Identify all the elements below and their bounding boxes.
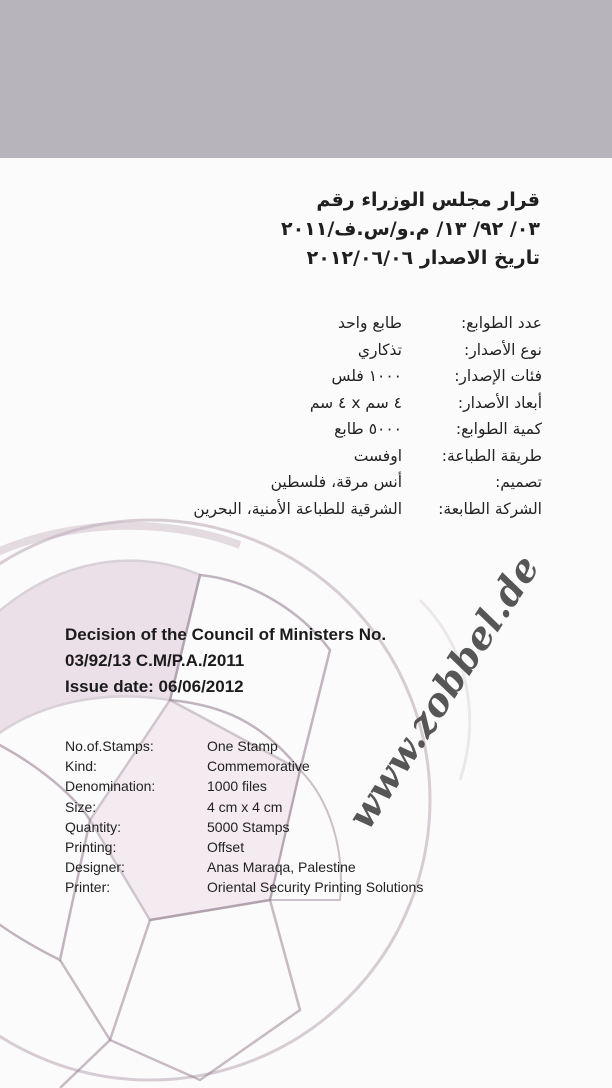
arabic-detail-label: أبعاد الأصدار: xyxy=(457,393,542,412)
arabic-detail-value: ٥٠٠٠ طابع xyxy=(334,420,402,438)
arabic-detail-label: عدد الطوابع: xyxy=(460,314,542,332)
english-detail-row xyxy=(65,797,485,817)
arabic-detail-value: تذكاري xyxy=(357,340,402,359)
arabic-detail-row xyxy=(72,363,542,390)
arabic-detail-label: نوع الأصدار: xyxy=(464,340,542,359)
arabic-title-line-2: ٠٣/ ٩٢/ ١٣/ م.و/س.ف/٢٠١١ xyxy=(280,218,540,240)
top-gray-band xyxy=(0,0,612,158)
english-detail-value: Offset xyxy=(207,838,245,855)
arabic-detail-value: الشرقية للطباعة الأمنية، البحرين xyxy=(193,499,402,518)
arabic-detail-label: تصميم: xyxy=(495,473,542,491)
english-detail-label: No.of.Stamps: xyxy=(65,738,154,754)
arabic-details xyxy=(72,310,542,522)
english-detail-label: Size: xyxy=(65,798,97,815)
arabic-detail-label: الشركة الطابعة: xyxy=(438,499,542,518)
english-detail-row xyxy=(65,857,485,877)
english-detail-value: 1000 files xyxy=(207,778,267,795)
english-detail-label: Designer: xyxy=(65,859,125,876)
english-title-line-3: Issue date: 06/06/2012 xyxy=(65,677,244,696)
watermark-text: www.zobbel.de xyxy=(338,546,549,837)
arabic-detail-row xyxy=(72,416,542,443)
arabic-title-line-1: قرار مجلس الوزراء رقم xyxy=(316,189,540,211)
arabic-detail-value: ١٠٠٠ فلس xyxy=(331,367,402,385)
english-detail-label: Denomination: xyxy=(65,778,156,795)
arabic-detail-row xyxy=(72,337,542,364)
english-title xyxy=(65,622,386,700)
english-detail-value: Anas Maraqa, Palestine xyxy=(207,859,356,876)
english-title-line-2: 03/92/13 C.M/P.A./2011 xyxy=(65,651,245,670)
arabic-detail-label: كمية الطوابع: xyxy=(455,420,542,438)
arabic-detail-row xyxy=(72,443,542,470)
arabic-detail-value: أنس مرقة، فلسطين xyxy=(270,473,402,491)
english-detail-value: One Stamp xyxy=(207,738,278,754)
english-detail-value: Commemorative xyxy=(207,758,310,775)
arabic-detail-row xyxy=(72,469,542,496)
english-detail-label: Printer: xyxy=(65,879,111,896)
english-detail-row xyxy=(65,817,485,837)
english-detail-value: Oriental Security Printing Solutions xyxy=(207,879,424,896)
arabic-title-line-3: تاريخ الاصدار ٢٠١٢/٠٦/٠٦ xyxy=(306,247,540,269)
arabic-detail-row xyxy=(72,310,542,337)
arabic-detail-value: ٤ سم x ٤ سم xyxy=(309,393,402,412)
english-detail-row xyxy=(65,837,485,857)
english-detail-value: 4 cm x 4 cm xyxy=(207,798,283,815)
english-detail-row xyxy=(65,776,485,796)
english-detail-label: Quantity: xyxy=(65,818,122,835)
arabic-detail-value: اوفست xyxy=(353,446,402,465)
english-detail-value: 5000 Stamps xyxy=(207,818,290,835)
english-title-line-1: Decision of the Council of Ministers No. xyxy=(65,625,387,644)
arabic-detail-value: طابع واحد xyxy=(337,314,402,332)
arabic-title xyxy=(281,186,540,273)
arabic-detail-label: طريقة الطباعة: xyxy=(441,446,542,465)
english-detail-label: Kind: xyxy=(65,758,97,775)
arabic-detail-label: فئات الإصدار: xyxy=(454,367,542,385)
arabic-detail-row xyxy=(72,390,542,417)
english-detail-row xyxy=(65,877,485,897)
arabic-detail-row xyxy=(72,496,542,523)
english-detail-label: Printing: xyxy=(65,838,117,855)
